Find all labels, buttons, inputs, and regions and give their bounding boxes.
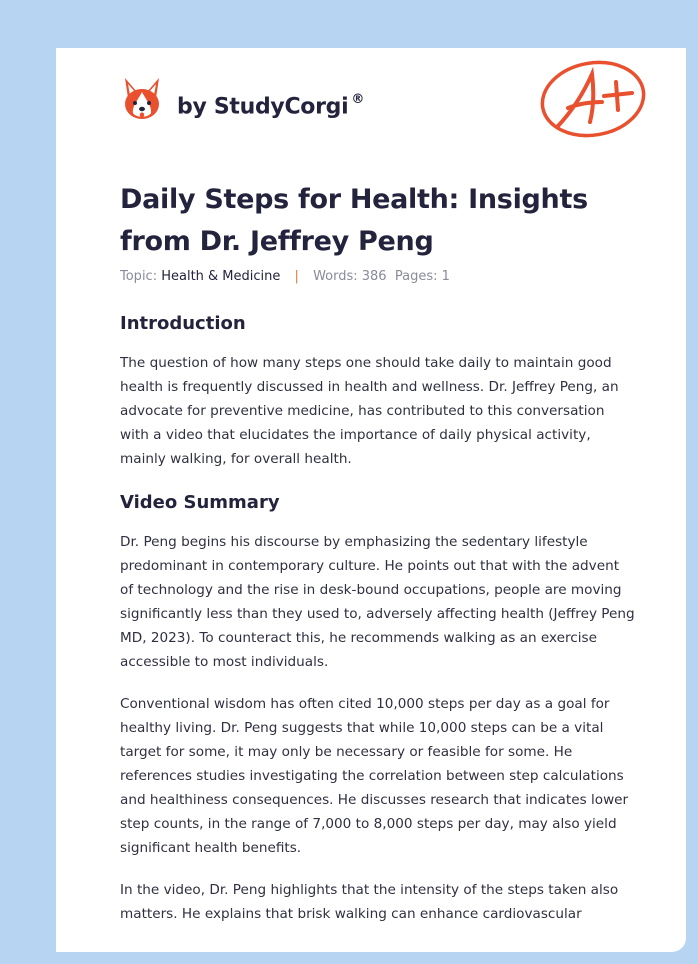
brand-text: by StudyCorgi (177, 94, 349, 120)
word-count: Words: 386 (313, 269, 387, 284)
brand-name[interactable] (177, 94, 364, 119)
page-count: Pages: 1 (394, 269, 450, 284)
a-plus-grade-icon (538, 58, 648, 140)
paragraph: In the video, Dr. Peng highlights that the intensity of the steps taken also matters. He explains that brisk walking can enhance cardiovascular (120, 882, 619, 922)
paragraph: Conventional wisdom has often cited 10,000 steps per day as a goal for healthy living. Dr. Peng suggests that while 10,000 steps can be a vital target for some, it may only be necessary or feasible for some. He references studies investigating the correlation between step calculations and healthiness consequences. He discusses research that indicates lower step counts, in the range of 7,000 to 8,000 steps per day, may also yield significant health benefits. (120, 696, 629, 856)
article-body (120, 310, 636, 944)
section-heading-introduction: Introduction (120, 313, 246, 334)
article-meta (120, 269, 450, 284)
document-page (56, 48, 686, 952)
meta-separator: | (294, 269, 299, 284)
corgi-logo-icon (122, 76, 162, 122)
registered-mark: ® (351, 92, 365, 107)
paragraph: Dr. Peng begins his discourse by emphasizing the sedentary lifestyle predominant in contemporary culture. He points out that with the advent of technology and the rise in desk-bound occupations, people are moving significantly less than they used to, adversely affecting health (Jeffrey Peng MD, 2023). To counteract this, he recommends walking as an exercise accessible to most individuals. (120, 534, 635, 670)
topic-label: Topic: (120, 269, 158, 284)
page-title: Daily Steps for Health: Insights from Dr. Jeffrey Peng (120, 184, 588, 257)
paragraph: The question of how many steps one should take daily to maintain good health is frequently discussed in health and wellness. Dr. Jeffrey Peng, an advocate for preventive medicine, has contributed to this conversation with a video that elucidates the importance of daily physical activity, mainly walking, for overall health. (120, 355, 619, 467)
section-heading-video-summary: Video Summary (120, 492, 280, 513)
topic-link[interactable]: Health & Medicine (161, 269, 281, 284)
